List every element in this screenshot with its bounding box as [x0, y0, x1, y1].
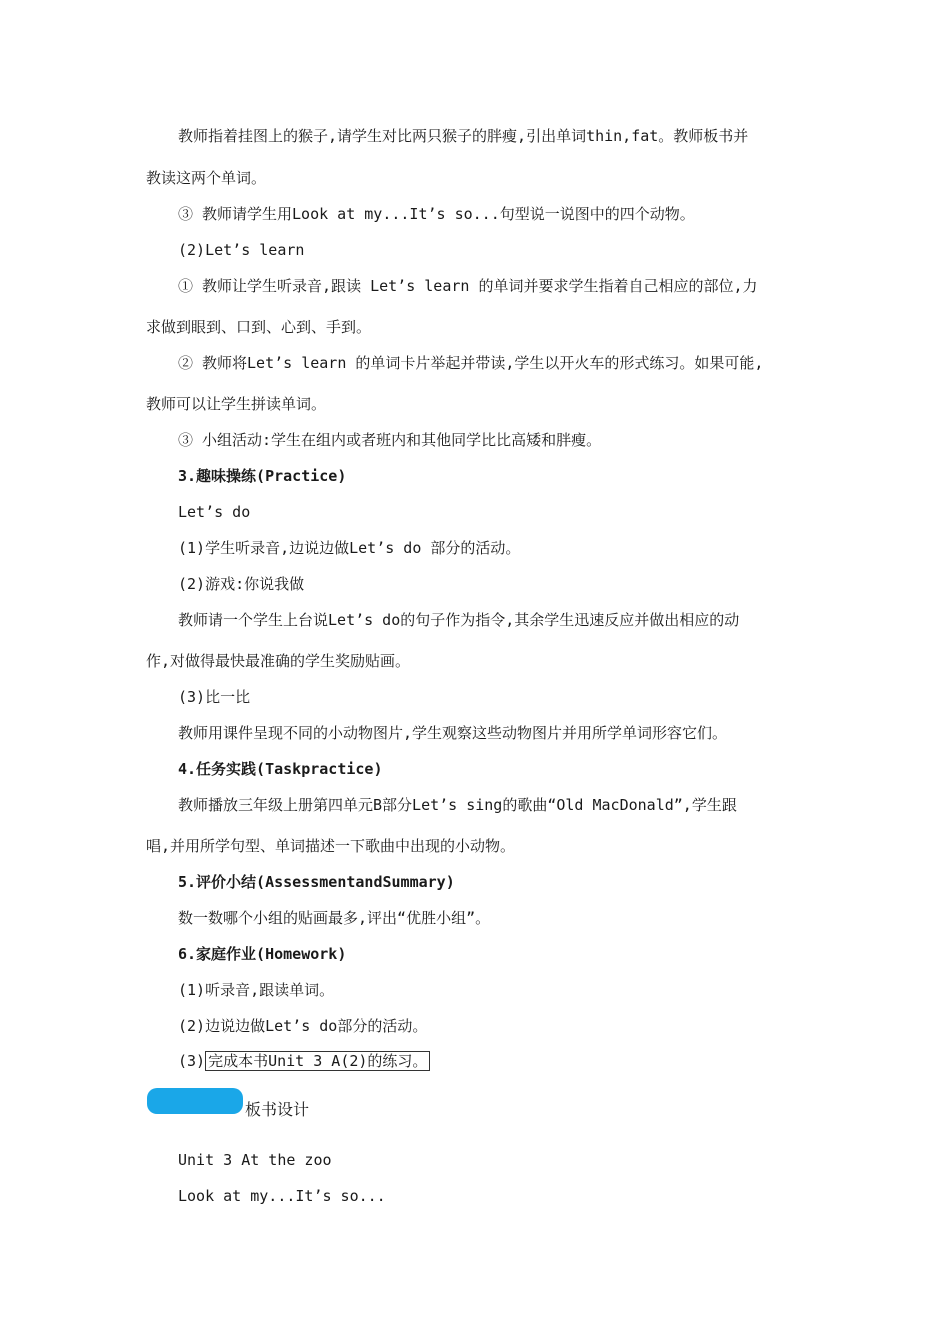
- board-line: Look at my...It’s so...: [178, 1187, 386, 1205]
- paragraph-line: 教师播放三年级上册第四单元B部分Let’s sing的歌曲“Old MacDonald”,学生跟: [178, 796, 737, 814]
- paragraph-line: ② 教师将Let’s learn 的单词卡片举起并带读,学生以开火车的形式练习。如果可能,: [178, 354, 764, 372]
- paragraph-line: ① 教师让学生听录音,跟读 Let’s learn 的单词并要求学生指着自己相应的部位,力: [178, 277, 758, 295]
- section-heading: 4.任务实践(Taskpractice): [178, 760, 383, 778]
- section-heading: 5.评价小结(AssessmentandSummary): [178, 873, 455, 891]
- paragraph-line: 教师可以让学生拼读单词。: [146, 395, 327, 413]
- paragraph-line: (3)比一比: [178, 688, 251, 706]
- homework-item-3-number: (3): [178, 1052, 206, 1070]
- paragraph-line: ③ 小组活动:学生在组内或者班内和其他同学比比高矮和胖瘦。: [178, 431, 602, 449]
- paragraph-line: (1)听录音,跟读单词。: [178, 981, 335, 999]
- board-line: Unit 3 At the zoo: [178, 1151, 332, 1169]
- paragraph-line: (2)边说边做Let’s do部分的活动。: [178, 1017, 428, 1035]
- paragraph-line: 教师指着挂图上的猴子,请学生对比两只猴子的胖瘦,引出单词thin,fat。教师板书并: [178, 127, 749, 145]
- paragraph-line: (1)学生听录音,边说边做Let’s do 部分的活动。: [178, 539, 521, 557]
- paragraph-line: 求做到眼到、口到、心到、手到。: [146, 318, 372, 336]
- paragraph-line: 教师用课件呈现不同的小动物图片,学生观察这些动物图片并用所学单词形容它们。: [178, 724, 728, 742]
- paragraph-line: 唱,并用所学句型、单词描述一下歌曲中出现的小动物。: [146, 837, 516, 855]
- homework-item-3-boxed-text: 完成本书Unit 3 A(2)的练习。: [205, 1051, 430, 1071]
- homework-item-3: [178, 1051, 430, 1071]
- paragraph-line: 数一数哪个小组的贴画最多,评出“优胜小组”。: [178, 909, 491, 927]
- section-heading: 6.家庭作业(Homework): [178, 945, 347, 963]
- paragraph-line: 教师请一个学生上台说Let’s do的句子作为指令,其余学生迅速反应并做出相应的动: [178, 611, 740, 629]
- paragraph-line: ③ 教师请学生用Look at my...It’s so...句型说一说图中的四个动物。: [178, 205, 695, 223]
- section-heading: 3.趣味操练(Practice): [178, 467, 347, 485]
- section-badge: [147, 1088, 243, 1114]
- paragraph-line: 教读这两个单词。: [146, 169, 267, 187]
- paragraph-line: (2)游戏:你说我做: [178, 575, 305, 593]
- subsection-title: Let’s do: [178, 503, 251, 521]
- paragraph-line: 作,对做得最快最准确的学生奖励贴画。: [146, 652, 411, 670]
- subsection-title: (2)Let’s learn: [178, 241, 305, 259]
- board-design-title: 板书设计: [245, 1100, 310, 1119]
